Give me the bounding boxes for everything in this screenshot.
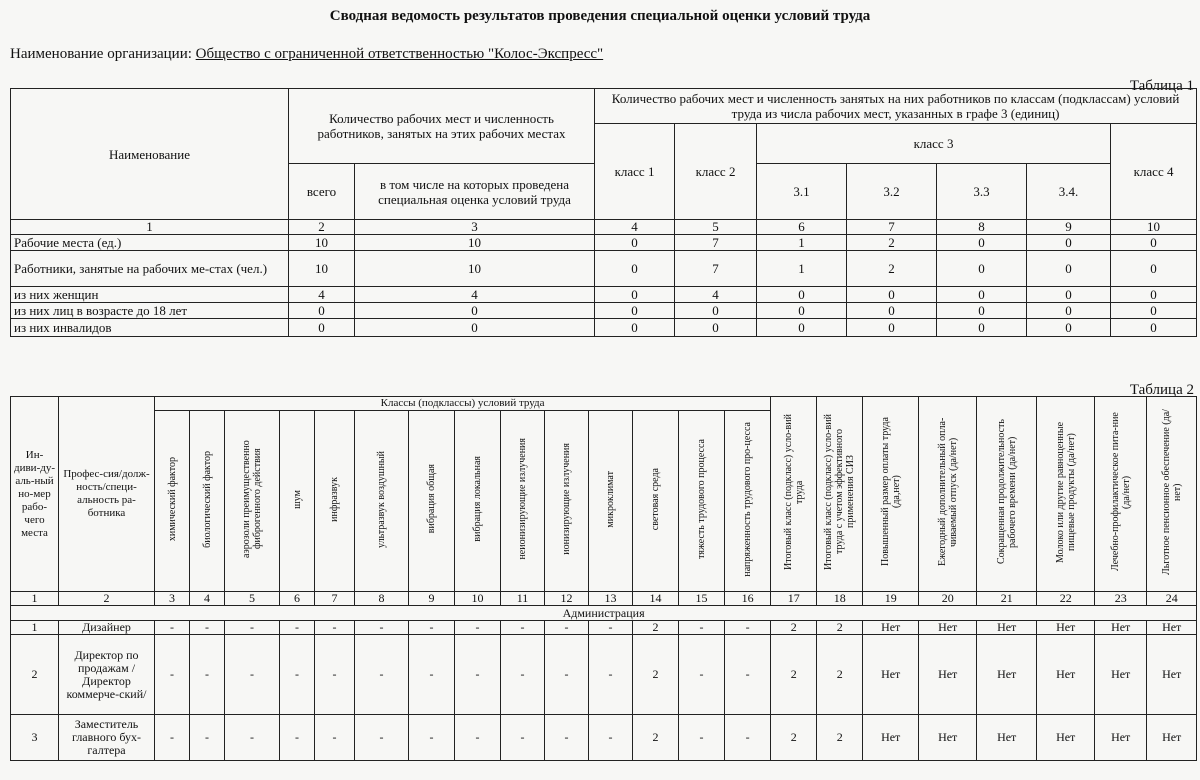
organization-label: Наименование организации: [10,46,192,62]
cell-value: - [501,715,545,761]
header-factor [501,411,545,592]
cell-value: Нет [1147,621,1197,635]
cell-value: - [355,621,409,635]
cell-value: 0 [757,287,847,303]
cell-value: 0 [1027,303,1111,319]
cell-value: - [190,635,225,715]
column-number: 22 [1037,592,1095,606]
header-factor [225,411,280,592]
header-factor [679,411,725,592]
cell-value: - [315,621,355,635]
header-factor [280,411,315,592]
header-extra-label: Итоговый класс (подкласс) усло-вий труда [782,414,805,570]
cell-value: 1 [757,235,847,251]
header-class3-4: 3.4. [1027,164,1111,220]
header-factor-label: аэрозоли преимущественно фиброгенного действия [241,440,263,558]
cell-value: - [501,635,545,715]
cell-value: - [409,635,455,715]
cell-value: 0 [595,319,675,337]
cell-value: 2 [817,621,863,635]
cell-value: 10 [355,251,595,287]
cell-value: 0 [595,235,675,251]
cell-value: Нет [919,715,977,761]
header-extra-label: Сокращенная продолжительность рабочего времени (да/нет) [995,419,1018,565]
section-administration: Администрация [11,606,1197,621]
column-number: 23 [1095,592,1147,606]
cell-value: 0 [937,303,1027,319]
header-extra-label: Молоко или другие равноценные пищевые продукты (да/нет) [1054,421,1077,563]
cell-value: 0 [289,319,355,337]
cell-value: Нет [1037,635,1095,715]
row-label: из них женщин [11,287,289,303]
table-row [11,251,1197,287]
cell-value: Нет [919,635,977,715]
cell-value: - [409,715,455,761]
cell-value: - [455,715,501,761]
cell-value: - [190,621,225,635]
cell-value: Нет [1095,621,1147,635]
column-number: 5 [675,220,757,235]
cell-value: 0 [595,287,675,303]
column-number: 13 [589,592,633,606]
column-number: 18 [817,592,863,606]
header-class1: класс 1 [595,124,675,220]
cell-value: 0 [1111,303,1197,319]
cell-value: - [589,621,633,635]
cell-value: 0 [937,287,1027,303]
column-number: 17 [771,592,817,606]
header-factor-label: тяжесть трудового процесса [696,439,707,559]
workplaces-table [10,396,1197,761]
cell-value: 4 [675,287,757,303]
cell-value: 2 [633,621,679,635]
organization-line [10,46,603,63]
column-number: 9 [409,592,455,606]
summary-table [10,88,1197,337]
cell-value: - [315,715,355,761]
cell-value: - [545,635,589,715]
header-factor-label: шум [291,489,303,509]
column-number: 11 [501,592,545,606]
header-class3: класс 3 [757,124,1111,164]
cell-value: 2 [817,635,863,715]
cell-value: 0 [937,319,1027,337]
header-factor [315,411,355,592]
cell-value: 2 [847,235,937,251]
table-row [11,303,1197,319]
table-row [11,319,1197,337]
cell-value: 7 [675,251,757,287]
column-number: 14 [633,592,679,606]
header-factor [633,411,679,592]
header-class4: класс 4 [1111,124,1197,220]
cell-value: 2 [817,715,863,761]
table2-label: Таблица 2 [1129,382,1194,398]
cell-value: Нет [1147,635,1197,715]
cell-value: - [155,621,190,635]
header-factor-label: химический фактор [166,456,178,542]
column-number: 16 [725,592,771,606]
cell-value: 2 [633,715,679,761]
cell-value: Нет [1037,621,1095,635]
column-number: 12 [545,592,589,606]
header-working-conditions-classes: Классы (подклассы) условий труда [155,397,771,411]
cell-value: - [315,635,355,715]
cell-value: 0 [1111,287,1197,303]
cell-value: 0 [757,303,847,319]
row-label: Работники, занятые на рабочих ме-стах (чел.) [11,251,289,287]
cell-value: - [155,715,190,761]
cell-value: Нет [863,715,919,761]
cell-value: Нет [977,635,1037,715]
cell-value: 10 [289,235,355,251]
cell-value: 0 [847,319,937,337]
profession: Директор по продажам /Директор коммерче-ский/ [59,635,155,715]
column-number: 9 [1027,220,1111,235]
cell-value: 0 [1111,251,1197,287]
table-row [11,621,1197,635]
cell-value: - [155,635,190,715]
cell-value: - [679,635,725,715]
header-workplace-id: Ин-диви-ду-аль-ный но-мер рабо-чего места [11,397,59,592]
header-factor [589,411,633,592]
header-extra [771,397,817,592]
workplace-id: 2 [11,635,59,715]
cell-value: 1 [757,251,847,287]
cell-value: Нет [977,715,1037,761]
cell-value: Нет [1095,635,1147,715]
header-extra-label: Итоговый класс (подкласс) усло-вий труда с учетом эффективного применения СИЗ [823,414,857,570]
header-class3-3: 3.3 [937,164,1027,220]
cell-value: 0 [355,319,595,337]
cell-value: Нет [863,635,919,715]
cell-value: 0 [1027,287,1111,303]
header-factor [409,411,455,592]
column-number: 21 [977,592,1037,606]
header-class3-1: 3.1 [757,164,847,220]
workplace-id: 3 [11,715,59,761]
cell-value: 0 [847,303,937,319]
column-number: 1 [11,220,289,235]
cell-value: 0 [675,319,757,337]
column-number: 5 [225,592,280,606]
header-extra-label: Лечебно-профилактическое пита-ние (да/нет) [1109,412,1132,572]
cell-value: 10 [355,235,595,251]
column-number: 19 [863,592,919,606]
cell-value: 0 [595,303,675,319]
header-factor-label: инфразвук [329,476,340,522]
header-factor-label: световая среда [650,467,661,531]
header-factor-label: микроклимат [605,470,616,528]
cell-value: 0 [937,235,1027,251]
cell-value: 0 [1027,319,1111,337]
row-label: из них инвалидов [11,319,289,337]
header-extra [1147,397,1197,592]
column-number: 24 [1147,592,1197,606]
header-extra [863,397,919,592]
column-number: 6 [757,220,847,235]
header-factor [155,411,190,592]
header-factor-label: неионизирующие излучения [517,438,528,560]
column-number: 1 [11,592,59,606]
header-extra-label: Ежегодный дополнительный опла-чиваемый отпуск (да/нет) [936,417,959,567]
header-extra [817,397,863,592]
header-extra [1095,397,1147,592]
cell-value: - [679,715,725,761]
cell-value: 2 [771,635,817,715]
header-factor-label: вибрация локальная [472,456,483,542]
organization-name: Общество с ограниченной ответственностью "Колос-Экспресс" [195,46,604,62]
column-number: 20 [919,592,977,606]
cell-value: Нет [1147,715,1197,761]
header-workplaces-total: Количество рабочих мест и численность работников, занятых на этих рабочих местах [289,89,595,164]
column-number: 4 [595,220,675,235]
column-number: 3 [355,220,595,235]
header-factor [455,411,501,592]
cell-value: - [725,635,771,715]
cell-value: - [545,621,589,635]
table1-label: Таблица 1 [1129,78,1194,94]
row-label: из них лиц в возрасте до 18 лет [11,303,289,319]
table-row [11,287,1197,303]
cell-value: Нет [977,621,1037,635]
cell-value: - [455,621,501,635]
column-number: 15 [679,592,725,606]
cell-value: 0 [595,251,675,287]
header-total: всего [289,164,355,220]
header-factor [545,411,589,592]
table-row [11,715,1197,761]
header-class2: класс 2 [675,124,757,220]
column-number: 8 [937,220,1027,235]
cell-value: Нет [863,621,919,635]
cell-value: - [190,715,225,761]
column-number: 10 [1111,220,1197,235]
cell-value: - [589,715,633,761]
cell-value: 0 [355,303,595,319]
cell-value: - [409,621,455,635]
cell-value: 0 [847,287,937,303]
column-number: 3 [155,592,190,606]
page-title: Сводная ведомость результатов проведения специальной оценки условий труда [329,8,871,24]
cell-value: - [280,621,315,635]
header-factor-label: напряженность трудового про-цесса [742,421,754,577]
cell-value: - [725,621,771,635]
header-factor [725,411,771,592]
header-factor-label: вибрация общая [426,464,437,534]
header-factor-label: биологический фактор [201,450,213,548]
column-number: 7 [315,592,355,606]
table-row [11,235,1197,251]
column-number: 6 [280,592,315,606]
row-label: Рабочие места (ед.) [11,235,289,251]
cell-value: - [589,635,633,715]
cell-value: - [725,715,771,761]
cell-value: 2 [847,251,937,287]
cell-value: - [225,715,280,761]
cell-value: 2 [771,715,817,761]
column-number: 8 [355,592,409,606]
column-number: 2 [289,220,355,235]
header-factor [190,411,225,592]
header-factor-label: ионизирующие излучения [561,443,572,555]
cell-value: - [225,635,280,715]
header-extra [977,397,1037,592]
cell-value: - [355,635,409,715]
header-profession: Профес-сия/долж-ность/специ-альность ра-ботника [59,397,155,592]
header-extra-label: Льготное пенсионное обеспечение (да/нет) [1160,409,1183,575]
header-name: Наименование [11,89,289,220]
header-factor-label: ультразвук воздушный [376,450,387,548]
column-number: 10 [455,592,501,606]
cell-value: Нет [919,621,977,635]
header-extra [919,397,977,592]
profession: Дизайнер [59,621,155,635]
cell-value: 0 [289,303,355,319]
column-number: 2 [59,592,155,606]
cell-value: 2 [633,635,679,715]
header-factor [355,411,409,592]
cell-value: 0 [1111,319,1197,337]
cell-value: - [455,635,501,715]
cell-value: - [355,715,409,761]
header-class3-2: 3.2 [847,164,937,220]
table-row [11,635,1197,715]
cell-value: - [280,635,315,715]
cell-value: 2 [771,621,817,635]
cell-value: 4 [355,287,595,303]
cell-value: - [501,621,545,635]
cell-value: 0 [675,303,757,319]
cell-value: - [545,715,589,761]
workplace-id: 1 [11,621,59,635]
cell-value: 0 [937,251,1027,287]
cell-value: 10 [289,251,355,287]
cell-value: 0 [1027,251,1111,287]
cell-value: - [679,621,725,635]
cell-value: - [225,621,280,635]
column-number: 4 [190,592,225,606]
profession: Заместитель главного бух-галтера [59,715,155,761]
cell-value: 0 [1111,235,1197,251]
cell-value: Нет [1095,715,1147,761]
cell-value: - [280,715,315,761]
cell-value: 0 [1027,235,1111,251]
cell-value: 0 [757,319,847,337]
cell-value: Нет [1037,715,1095,761]
header-extra-label: Повышенный размер оплаты труда (да,нет) [879,417,902,567]
cell-value: 7 [675,235,757,251]
header-extra [1037,397,1095,592]
header-assessed: в том числе на которых проведена специальная оценка условий труда [355,164,595,220]
column-number: 7 [847,220,937,235]
cell-value: 4 [289,287,355,303]
header-workplaces-by-class: Количество рабочих мест и численность занятых на них работников по классам (подклассам) условий труда из числа рабочих мест, указанных в графе 3 (единиц) [595,89,1197,124]
